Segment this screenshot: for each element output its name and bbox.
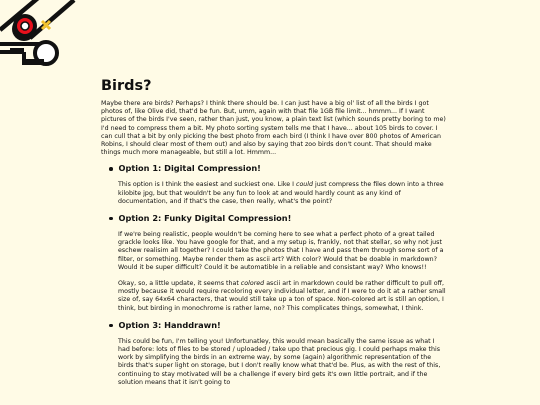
site-logo[interactable] [0,0,80,76]
option-2-title: Option 2: Funky Digital Compression! [118,213,292,224]
option-3-heading [109,320,447,331]
option-2-update: Okay, so, a little update, it seems that colored ascii art in markdown could be rather difficult to pull off, mostly because it would require recoloring every individual letter, and if I were to do it at a rather small size of, say 64x64 characters, that would still take up a ton of space. Non-colored art is still an option, I think, but birding in monochrome is rather lame, no? This complicates things, somewhat, I think. [118,280,446,312]
option-3-title: Option 3: Handdrawn! [118,319,221,330]
option-2-body: If we're being realistic, people wouldn't be coming here to see what a perfect photo of a great tailed grackle looks like. You have google for that, and a my setup is, frankly, not that stellar, so why not just eschew realisim all together? I could take the photos that I have and pass them through some sort of a filter, or something. Maybe render them as ascii art? With color? Would that be doable in markdown? Would it be super difficult? Could it be automatible in a reliable and consistant way? Who knows!! [118,231,444,271]
intro-paragraph: Maybe there are birds? Perhaps? I think there should be. I can just have a big ol' list of all the birds I got photos of, like Olive did, that'd be fun. But, umm, again with that file 1GB file limit... hmmm... If I want pictures of the birds I've seen, rather than just, you know, a plain text list (which sounds pretty boring to me) I'd need to compress them a bit. My photo sorting system tells me that I have... about 105 birds to cover. I can cull that a bit by only picking the best photo from each bird (I think I have over 800 photos of American Robins, I should clear most of them out) and also by saying that zoo birds don't count. That should make things much more manageable, but still a lot. Hmmm... [101,100,446,157]
page-title: Birds? [101,78,152,94]
option-2-heading [109,213,447,224]
option-1-title: Option 1: Digital Compression! [118,163,261,174]
bullet-icon [109,217,113,221]
option-1-heading [109,163,447,174]
option-3-body: This could be fun, I'm telling you! Unfortunatley, this would mean basically the same issue as what I had before: lots of files to be stored / uploaded / take upo that precious gig. I could perhaps make this work by simplifying the birds in an extreme way, by some (again) algorithmic representation of the birds that's super light on storage, but I don't really know what that'd be. Plus, as with the rest of this, continuing to stay motivated will be a challenge if every bird gets it's own little portrait, and if the solution means that it isn't going to [118,337,441,386]
bullet-icon [109,324,113,328]
option-1-body: This option is I think the easiest and suckiest one. Like I could just compress the files down into a three kilobite jpg, but that wouldn't be any fun to look at and would hardly count as any kind of documentation, and if that's the case, then really, what's the point? [118,181,444,205]
article [101,76,447,387]
bullet-icon [109,167,113,171]
